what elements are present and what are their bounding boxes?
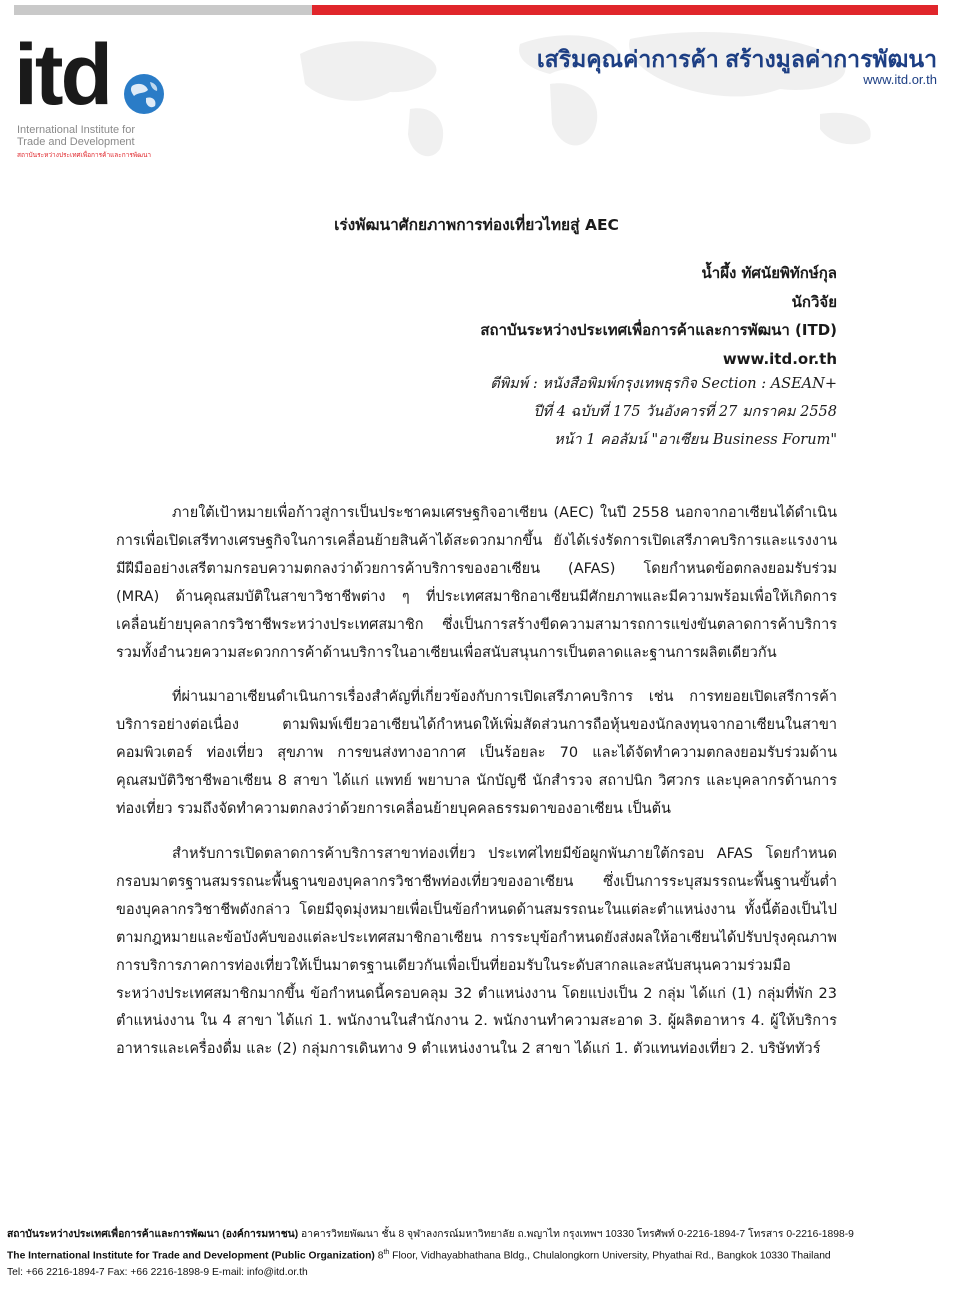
publication-line-3: หน้า 1 คอลัมน์ "อาเซียน Business Forum"	[554, 432, 837, 448]
paragraph-1: ภายใต้เป้าหมายเพื่อก้าวสู่การเป็นประชาคมเศรษฐกิจอาเซียน (AEC) ในปี 2558 นอกจากอาเซียนได้ดำเนินการเพื่อเปิดเสรีทางเศรษฐกิจในการเคลื่อนย้ายสินค้าได้สะดวกมากขึ้น ยังได้เร่งรัดการเปิดเสรีภาคบริการและแรงงานมีฝีมืออย่างเสรีตามกรอบความตกลงว่าด้วยการค้าบริการของอาเซียน (AFAS) โดยกำหนดข้อตกลงยอมรับร่วม (MRA) ด้านคุณสมบัติในสาขาวิชาชีพต่าง ๆ ที่ประเทศสมาชิกอาเซียนมีศักยภาพและมีความพร้อมเพื่อให้เกิดการเคลื่อนย้ายบุคลากรวิชาชีพระหว่างประเทศสมาชิก ซึ่งเป็นการสร้างขีดความสามารถการแข่งขันตลาดการค้าบริการ รวมทั้งอำนวยความสะดวกการค้าด้านบริการในอาเซียนเพื่อสนับสนุนการเป็นตลาดและฐานการผลิตเดียวกัน	[116, 505, 837, 661]
author-name: น้ำผึ้ง ทัศนัยพิทักษ์กุล	[701, 264, 837, 282]
paragraph-3: สำหรับการเปิดตลาดการค้าบริการสาขาท่องเที่ยว ประเทศไทยมีข้อผูกพันภายใต้กรอบ AFAS โดยกำหนดกรอบมาตรฐานสมรรถนะพื้นฐานของบุคลากรวิชาชีพท่องเที่ยวของอาเซียน ซึ่งเป็นการระบุสมรรถนะพื้นฐานขั้นต่ำของบุคลากรวิชาชีพดังกล่าว โดยมีจุดมุ่งหมายเพื่อเป็นข้อกำหนดด้านสมรรถนะในแต่ละตำแหน่งงาน ทั้งนี้ต้องเป็นไปตามกฎหมายและข้อบังคับของแต่ละประเทศสมาชิกอาเซียน การระบุข้อกำหนดยังส่งผลให้อาเซียนได้ปรับปรุงคุณภาพการบริการภาคการท่องเที่ยวให้เป็นมาตรฐานเดียวกันเพื่อเป็นที่ยอมรับในระดับสากลและสนับสนุนความร่วมมือระหว่างประเทศสมาชิกมากขึ้น ข้อกำหนดนี้ครอบคลุม 32 ตำแหน่งงาน โดยแบ่งเป็น 2 กลุ่ม ได้แก่ (1) กลุ่มที่พัก 23 ตำแหน่งงาน ใน 4 สาขา ได้แก่ 1. พนักงานในสำนักงาน 2. พนักงานทำความสะอาด 3. ผู้ผลิตอาหาร 4. ผู้ให้บริการอาหารและเครื่องดื่ม และ (2) กลุ่มการเดินทาง 9 ตำแหน่งงานใน 2 สาขา ได้แก่ 1. ตัวแทนท่องเที่ยว 2. บริษัททัวร์	[116, 845, 837, 1058]
logo-wordmark: itd	[14, 27, 111, 123]
footer-line-english	[7, 1244, 854, 1265]
page-footer	[7, 1226, 854, 1282]
publication-info	[490, 370, 837, 454]
header-website-link[interactable]: www.itd.or.th	[863, 72, 937, 87]
footer-line-thai	[7, 1226, 854, 1244]
paragraph-2: ที่ผ่านมาอาเซียนดำเนินการเรื่องสำคัญที่เกี่ยวข้องกับการเปิดเสรีภาคบริการ เช่น การทยอยเปิดเสรีการค้าบริการอย่างต่อเนื่อง ตามพิมพ์เขียวอาเซียนได้กำหนดให้เพิ่มสัดส่วนการถือหุ้นของนักลงทุนจากอาเซียนในสาขาคอมพิวเตอร์ ท่องเที่ยว สุขภาพ การขนส่งทางอากาศ เป็นร้อยละ 70 และได้จัดทำความตกลงยอมรับร่วมด้านคุณสมบัติวิชาชีพอาเซียน 8 สาขา ได้แก่ แพทย์ พยาบาล นักบัญชี นักสำรวจ สถาปนิก วิศวกร และบุคลากรด้านการท่องเที่ยว รวมถึงจัดทำความตกลงว่าด้วยการเคลื่อนย้ายบุคคลธรรมดาของอาเซียน เป็นต้น	[116, 689, 837, 818]
logo-en-line1: International Institute for	[17, 124, 136, 136]
header-slogan: เสริมคุณค่าการค้า สร้างมูลค่าการพัฒนา	[536, 46, 937, 72]
article-body	[116, 500, 837, 1081]
publication-line-1: ตีพิมพ์ : หนังสือพิมพ์กรุงเทพธุรกิจ Section : ASEAN+	[490, 376, 837, 392]
footer-floor-suffix: th	[383, 1248, 390, 1256]
author-website[interactable]: www.itd.or.th	[722, 349, 837, 368]
footer-contact: Tel: +66 2216-1894-7 Fax: +66 2216-1898-9 E-mail: info@itd.or.th	[7, 1267, 308, 1279]
author-position: นักวิจัย	[791, 292, 837, 311]
author-organization: สถาบันระหว่างประเทศเพื่อการค้าและการพัฒนา (ITD)	[480, 321, 837, 339]
globe-icon	[122, 72, 166, 116]
logo-english-name	[17, 124, 135, 148]
article-title: เร่งพัฒนาศักยภาพการท่องเที่ยวไทยสู่ AEC	[334, 216, 619, 234]
author-byline	[480, 259, 837, 373]
footer-address-thai: อาคารวิทยพัฒนา ชั้น 8 จุฬาลงกรณ์มหาวิทยาลัย ถ.พญาไท กรุงเทพฯ 10330 โทรศัพท์ 0-2216-1894-7 โทรสาร 0-2216-1898-9	[298, 1229, 854, 1240]
publication-line-2: ปีที่ 4 ฉบับที่ 175 วันอังคารที่ 27 มกราคม 2558	[533, 404, 837, 420]
footer-org-thai: สถาบันระหว่างประเทศเพื่อการค้าและการพัฒนา (องค์การมหาชน)	[7, 1229, 299, 1240]
world-map-watermark	[260, 14, 950, 164]
footer-org-english: The International Institute for Trade and Development (Public Organization)	[7, 1249, 375, 1261]
logo-thai-name: สถาบันระหว่างประเทศเพื่อการค้าและการพัฒนา	[17, 152, 152, 159]
logo-en-line2: Trade and Development	[17, 136, 135, 148]
footer-address-english: Floor, Vidhayabhathana Bldg., Chulalongkorn University, Phyathai Rd., Bangkok 10330 Thailand	[389, 1249, 831, 1261]
itd-logo	[14, 27, 174, 162]
footer-floor: 8	[374, 1249, 384, 1261]
